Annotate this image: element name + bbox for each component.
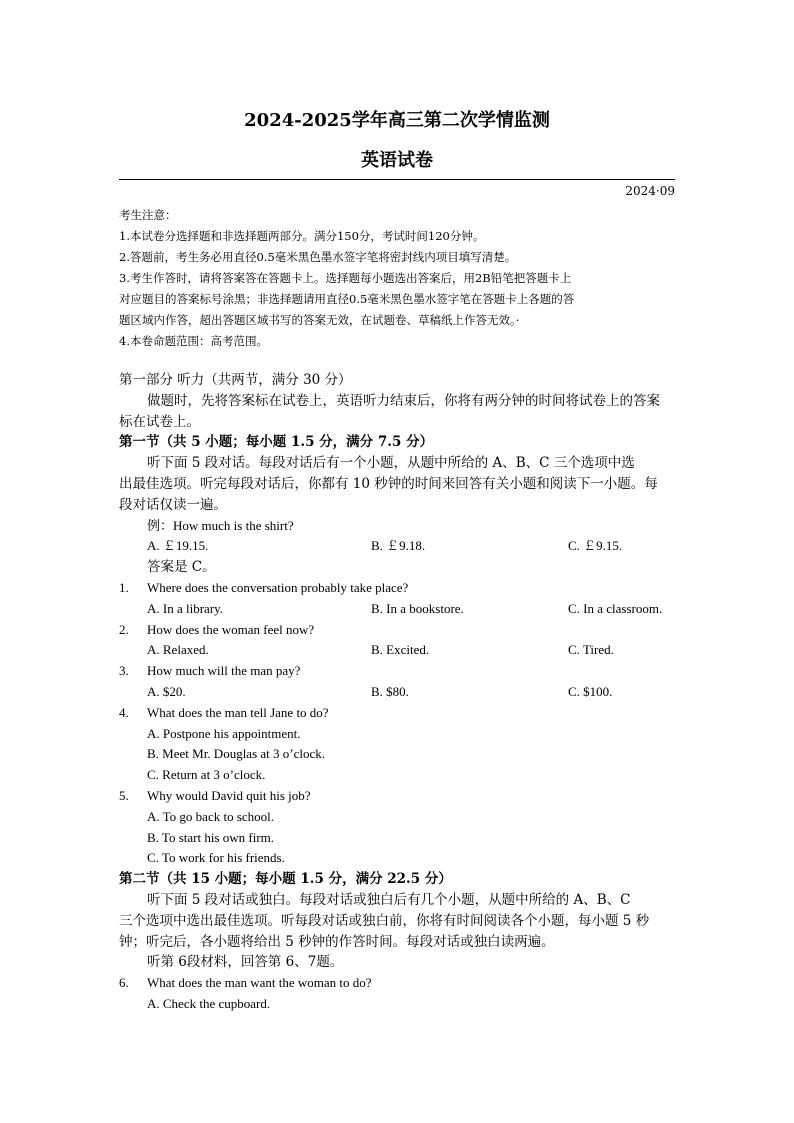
- question-6: [119, 973, 675, 994]
- notice-item: 2.答题前，考生务必用直径0.5毫米黑色墨水签字笔将密封线内项目填写清楚。: [119, 250, 517, 264]
- option-b: B. $80.: [371, 683, 409, 699]
- option-a: A. In a library.: [147, 600, 224, 616]
- option-a: A. ￡19.15.: [147, 538, 209, 554]
- question-number: 3.: [119, 663, 129, 679]
- section1-heading: 第一节（共 5 小题；每小题 1.5 分，满分 7.5 分）: [119, 434, 434, 451]
- question-number: 1.: [119, 579, 129, 595]
- section2-heading: 第二节（共 15 小题；每小题 1.5 分，满分 22.5 分）: [119, 871, 452, 888]
- question-text: Why would David quit his job?: [147, 787, 311, 803]
- section2-intro-line: 三个选项中选出最佳选项。听每段对话或独白前，你将有时间阅读各个小题，每小题 5 秒: [119, 912, 650, 929]
- section2-material: 听第 6段材料，回答第 6、7题。: [147, 954, 344, 971]
- option-c: C. ￡9.15.: [568, 538, 623, 554]
- section2-intro-line: 听下面 5 段对话或独白。每段对话或独白后有几个小题，从题中所给的 A、B、C: [147, 891, 631, 908]
- section2-intro-line: 钟；听完后，各小题将给出 5 秒钟的作答时间。每段对话或独白读两遍。: [119, 933, 555, 950]
- part1-intro-line: 做题时，先将答案标在试卷上，英语听力结束后，你将有两分钟的时间将试卷上的答案: [147, 392, 660, 409]
- example-answer: 答案是 C。: [147, 559, 216, 576]
- option-c: C. To work for his friends.: [147, 850, 285, 866]
- option-a: A. $20.: [147, 683, 186, 699]
- question-3-options: [119, 682, 675, 703]
- option-c: C. Tired.: [568, 642, 614, 658]
- notice-block: [119, 205, 679, 352]
- section1-intro-line: 段对话仅读一遍。: [119, 496, 227, 513]
- option-b: B. In a bookstore.: [371, 600, 464, 616]
- option-c: C. Return at 3 o’clock.: [147, 767, 266, 783]
- question-number: 2.: [119, 621, 129, 637]
- question-text: What does the man tell Jane to do?: [147, 704, 329, 720]
- option-a: A. To go back to school.: [147, 808, 275, 824]
- option-b: B. Excited.: [371, 642, 430, 658]
- section1-intro-line: 听下面 5 段对话。每段对话后有一个小题，从题中所给的 A、B、C 三个选项中选: [147, 455, 635, 472]
- option-a: A. Postpone his appointment.: [147, 725, 301, 741]
- part1-intro-line: 标在试卷上。: [119, 413, 200, 430]
- question-2: [119, 620, 675, 641]
- notice-heading: 考生注意：: [119, 208, 177, 222]
- exam-title: 2024-2025学年高三第二次学情监测: [244, 110, 550, 131]
- notice-item: 对应题目的答案标号涂黑；非选择题请用直径0.5毫米黑色墨水签字笔在答题卡上各题的答: [119, 292, 575, 306]
- exam-date: 2024·09: [625, 184, 675, 198]
- notice-item: 1.本试卷分选择题和非选择题两部分。满分150分，考试时间120分钟。: [119, 229, 485, 243]
- notice-item: 3.考生作答时，请将答案答在答题卡上。选择题每小题选出答案后，用2B铅笔把答题卡上: [119, 271, 572, 285]
- question-3: [119, 661, 675, 682]
- question-text: What does the man want the woman to do?: [147, 975, 372, 991]
- header-divider: [119, 179, 675, 180]
- example-options: [119, 536, 675, 557]
- option-a: A. Check the cupboard.: [147, 995, 271, 1011]
- question-2-options: [119, 640, 675, 661]
- option-b: B. ￡9.18.: [371, 538, 426, 554]
- question-5: [119, 786, 675, 807]
- notice-item: 题区域内作答，超出答题区域书写的答案无效，在试题卷、草稿纸上作答无效。·: [119, 313, 520, 327]
- example-question: 例：How much is the shirt?: [147, 517, 294, 533]
- question-text: How much will the man pay?: [147, 663, 301, 679]
- question-number: 5.: [119, 787, 129, 803]
- section1-intro-line: 出最佳选项。听完每段对话后，你都有 10 秒钟的时间来回答有关小题和阅读下一小题。每: [119, 475, 658, 492]
- question-number: 6.: [119, 975, 129, 991]
- exam-subtitle: 英语试卷: [361, 150, 433, 171]
- question-text: How does the woman feel now?: [147, 621, 315, 637]
- option-b: B. To start his own firm.: [147, 829, 275, 845]
- exam-body: [119, 370, 675, 1015]
- question-number: 4.: [119, 704, 129, 720]
- option-a: A. Relaxed.: [147, 642, 209, 658]
- question-4: [119, 703, 675, 724]
- option-c: C. $100.: [568, 683, 613, 699]
- part1-heading: 第一部分 听力（共两节，满分 30 分）: [119, 372, 352, 388]
- question-1: [119, 578, 675, 599]
- question-1-options: [119, 599, 675, 620]
- option-b: B. Meet Mr. Douglas at 3 o’clock.: [147, 746, 325, 762]
- notice-item: 4.本卷命题范围：高考范围。: [119, 334, 268, 348]
- option-c: C. In a classroom.: [568, 600, 663, 616]
- question-text: Where does the conversation probably take place?: [147, 579, 409, 595]
